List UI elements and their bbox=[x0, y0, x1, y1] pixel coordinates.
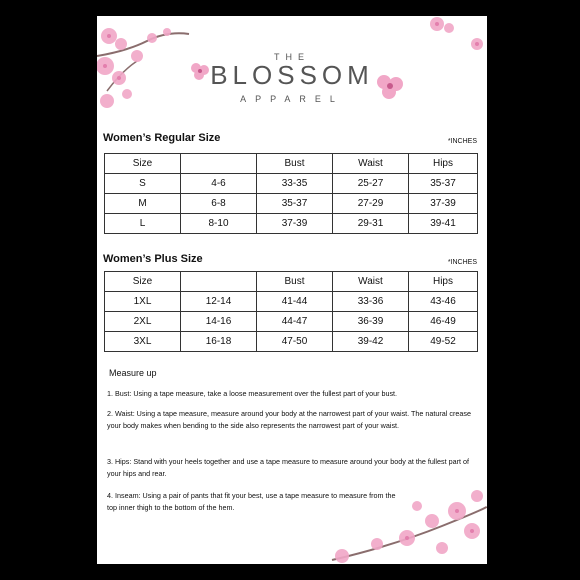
hips-cell: 43-46 bbox=[409, 292, 478, 312]
header-cell: Hips bbox=[409, 272, 478, 292]
table-header-row bbox=[105, 154, 478, 174]
bust-cell: 41-44 bbox=[257, 292, 333, 312]
regular-size-title: Women’s Regular Size bbox=[103, 132, 221, 144]
regular-size-table bbox=[104, 153, 478, 234]
size-cell: 1XL bbox=[105, 292, 181, 312]
table-header-row bbox=[105, 272, 478, 292]
plus-size-table bbox=[104, 271, 478, 352]
numeric-size-cell: 8-10 bbox=[181, 214, 257, 234]
header-cell: Bust bbox=[257, 154, 333, 174]
waist-cell: 25-27 bbox=[333, 174, 409, 194]
waist-cell: 29-31 bbox=[333, 214, 409, 234]
measure-hips-text: 3. Hips: Stand with your heels together and use a tape measure to measure around your body at the fullest part of your hips and rear. bbox=[107, 457, 469, 478]
numeric-size-cell: 6-8 bbox=[181, 194, 257, 214]
brand-subtitle: APPAREL bbox=[240, 94, 344, 104]
header-cell: Size bbox=[105, 154, 181, 174]
numeric-size-cell: 14-16 bbox=[181, 312, 257, 332]
plus-unit-label: *INCHES bbox=[447, 259, 477, 266]
size-cell: S bbox=[105, 174, 181, 194]
size-cell: M bbox=[105, 194, 181, 214]
regular-unit-label: *INCHES bbox=[447, 138, 477, 145]
measure-bust-text: 1. Bust: Using a tape measure, take a loose measurement over the fullest part of your bust. bbox=[107, 389, 398, 398]
size-cell: L bbox=[105, 214, 181, 234]
hips-cell: 49-52 bbox=[409, 332, 478, 352]
hips-cell: 46-49 bbox=[409, 312, 478, 332]
brand-the: THE bbox=[274, 52, 310, 62]
size-cell: 3XL bbox=[105, 332, 181, 352]
numeric-size-cell: 4-6 bbox=[181, 174, 257, 194]
hips-cell: 35-37 bbox=[409, 174, 478, 194]
header-cell: Bust bbox=[257, 272, 333, 292]
bust-cell: 47-50 bbox=[257, 332, 333, 352]
size-cell: 2XL bbox=[105, 312, 181, 332]
header-cell: Waist bbox=[333, 272, 409, 292]
bust-cell: 33-35 bbox=[257, 174, 333, 194]
measure-inseam-text: 4. Inseam: Using a pair of pants that fit your best, use a tape measure to measure from the top inner thigh to the bottom of the hem. bbox=[107, 491, 396, 512]
hips-cell: 37-39 bbox=[409, 194, 478, 214]
waist-cell: 33-36 bbox=[333, 292, 409, 312]
hips-cell: 39-41 bbox=[409, 214, 478, 234]
table-row bbox=[105, 214, 478, 234]
measure-waist-text: 2. Waist: Using a tape measure, measure around your body at the narrowest part of your waist. The natural crease your body makes when bending to the side also represents the narrowest part of your waist. bbox=[107, 409, 471, 430]
table-row bbox=[105, 292, 478, 312]
header-cell: Hips bbox=[409, 154, 478, 174]
bust-cell: 37-39 bbox=[257, 214, 333, 234]
waist-cell: 27-29 bbox=[333, 194, 409, 214]
table-row bbox=[105, 312, 478, 332]
numeric-size-cell: 16-18 bbox=[181, 332, 257, 352]
waist-cell: 39-42 bbox=[333, 332, 409, 352]
measure-up-title: Measure up bbox=[109, 368, 157, 378]
header-cell: Waist bbox=[333, 154, 409, 174]
size-chart-page bbox=[97, 16, 487, 564]
table-row bbox=[105, 174, 478, 194]
brand-name: BLOSSOM bbox=[210, 60, 374, 90]
bust-cell: 44-47 bbox=[257, 312, 333, 332]
header-cell bbox=[181, 154, 257, 174]
table-row bbox=[105, 194, 478, 214]
numeric-size-cell: 12-14 bbox=[181, 292, 257, 312]
header-cell bbox=[181, 272, 257, 292]
plus-size-title: Women’s Plus Size bbox=[103, 253, 203, 265]
bust-cell: 35-37 bbox=[257, 194, 333, 214]
table-row bbox=[105, 332, 478, 352]
header-cell: Size bbox=[105, 272, 181, 292]
waist-cell: 36-39 bbox=[333, 312, 409, 332]
